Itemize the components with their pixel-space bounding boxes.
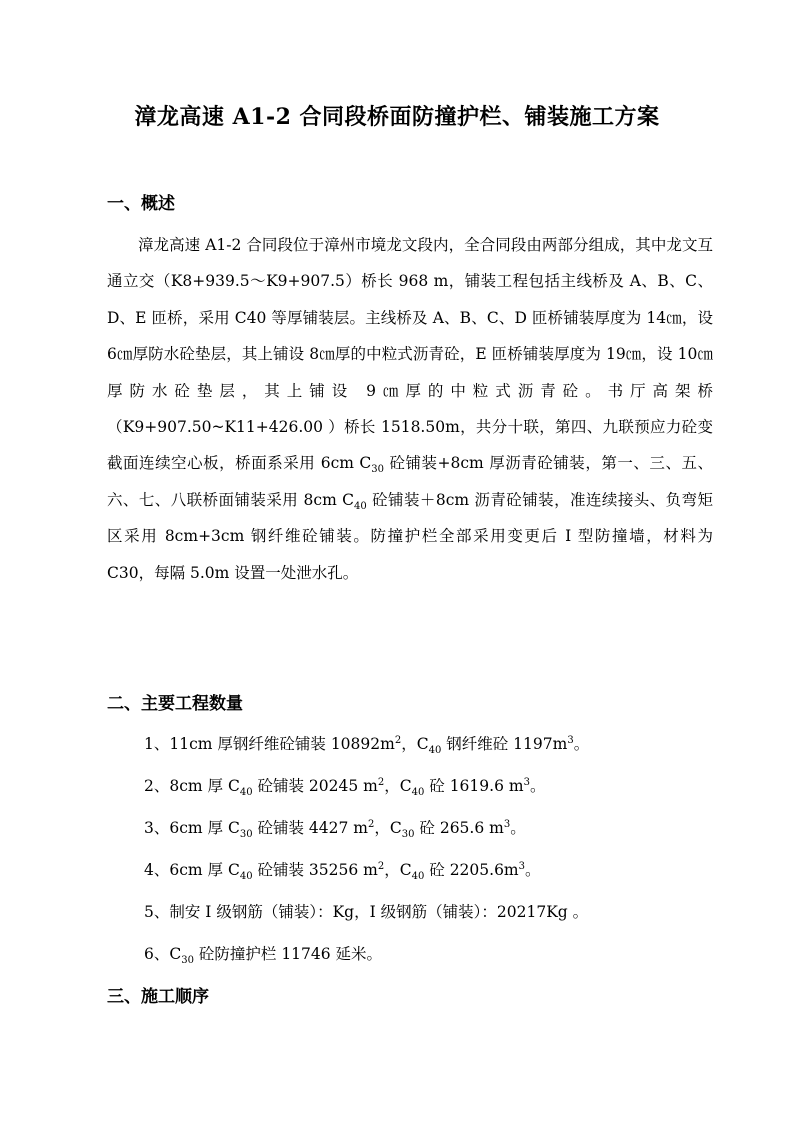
quantity-item-sup: 3 — [567, 734, 574, 746]
overview-paragraph — [107, 227, 713, 591]
quantity-item-3 — [144, 816, 526, 841]
quantity-item-sub: 40 — [239, 787, 253, 799]
quantity-item-text: 砼 2205.6m — [424, 861, 519, 879]
quantity-item-4 — [144, 858, 541, 883]
quantity-item-text: 4、6cm 厚 C — [144, 861, 240, 879]
quantity-item-text: 砼 265.6 m — [414, 819, 504, 837]
quantity-item-text: 。 — [529, 777, 546, 795]
quantity-item-text: 。 — [525, 861, 541, 879]
overview-text-part3: 砼铺装＋8cm 沥青砼铺装，准连续接头、负弯矩区采用 8cm+3cm 钢纤维砼铺装。防撞护栏全部采用变更后 I 型防撞墙，材料为 C30，每隔 5.0m 设置一处泄水孔。 — [107, 490, 713, 582]
quantity-item-6 — [144, 942, 383, 967]
quantity-item-1 — [144, 732, 590, 757]
quantity-item-text: ，C — [384, 777, 412, 795]
quantity-item-text: 1、11cm 厚钢纤维砼铺装 10892m — [144, 735, 395, 753]
quantity-item-sub: 40 — [411, 871, 425, 883]
section-heading-construction-sequence: 三、施工顺序 — [107, 987, 209, 1007]
quantity-item-text: 砼铺装 35256 m — [252, 861, 378, 879]
overview-subscript-2: 40 — [354, 500, 367, 512]
quantity-item-text: 2、8cm 厚 C — [144, 777, 240, 795]
section-heading-quantities: 二、主要工程数量 — [107, 694, 243, 714]
quantity-item-text: 。 — [510, 819, 526, 837]
quantity-item-text: 6、C — [144, 945, 182, 963]
quantity-item-sub: 40 — [239, 871, 253, 883]
quantity-item-sup: 3 — [503, 818, 511, 830]
quantity-item-sub: 40 — [411, 787, 425, 799]
quantity-item-5: 5、制安 I 级钢筋（铺装）：Kg，I 级钢筋（铺装）：20217Kg 。 — [144, 903, 589, 921]
quantity-item-sup: 2 — [394, 734, 402, 746]
quantity-item-text: ，C — [384, 861, 412, 879]
section-heading-overview: 一、概述 — [107, 194, 175, 214]
quantity-item-text: 砼 1619.6 m — [424, 777, 524, 795]
quantity-item-sub: 30 — [401, 829, 415, 841]
quantity-item-sup: 3 — [523, 776, 530, 788]
quantity-item-sub: 30 — [239, 829, 253, 841]
quantity-item-sup: 3 — [518, 860, 526, 872]
quantity-item-text: 砼防撞护栏 11746 延米。 — [193, 945, 383, 963]
quantity-item-sub: 30 — [181, 955, 194, 967]
quantity-item-text: ，C — [374, 819, 402, 837]
quantity-item-text: 钢纤维砼 1197m — [441, 735, 568, 753]
quantity-item-sup: 2 — [377, 860, 385, 872]
overview-text-part1: 漳龙高速 A1-2 合同段位于漳州市境龙文段内，全合同段由两部分组成，其中龙文互通立交（K8+939.5～K9+907.5）桥长 968 m，铺装工程包括主线桥及 A、B、C、D、E 匝桥，采用 C40 等厚铺装层。主线桥及 A、B、C、D 匝桥铺装厚度为 14㎝，设 6㎝厚防水砼垫层，其上铺设 8㎝厚的中粒式沥青砼，E 匝桥铺装厚度为 19㎝，设 10㎝厚防水砼垫层，其上铺设 9㎝厚的中粒式沥青砼。书厅高架桥（K9+907.50~K11+426.00 ）桥长 1518.50m，共分十联，第四、九联预应力砼变截面连续空心板，桥面系采用 6cm C — [107, 236, 713, 473]
quantity-item-text: 。 — [573, 735, 590, 753]
quantity-item-sup: 2 — [377, 776, 385, 788]
quantity-item-2 — [144, 774, 546, 799]
quantity-item-sup: 2 — [368, 818, 375, 830]
quantity-item-sub: 40 — [428, 745, 442, 757]
quantity-item-text: 砼铺装 4427 m — [252, 819, 368, 837]
overview-subscript-1: 30 — [371, 464, 385, 476]
document-title: 漳龙高速 A1-2 合同段桥面防撞护栏、铺装施工方案 — [134, 104, 660, 130]
quantity-item-text: 3、6cm 厚 C — [144, 819, 240, 837]
quantity-item-text: 砼铺装 20245 m — [252, 777, 378, 795]
quantity-item-text: ，C — [401, 735, 429, 753]
overview-text-part2: 砼铺装+8cm 厚沥青砼铺装，第一、三、五、六、七、八联桥面铺装采用 8cm C — [107, 454, 713, 509]
